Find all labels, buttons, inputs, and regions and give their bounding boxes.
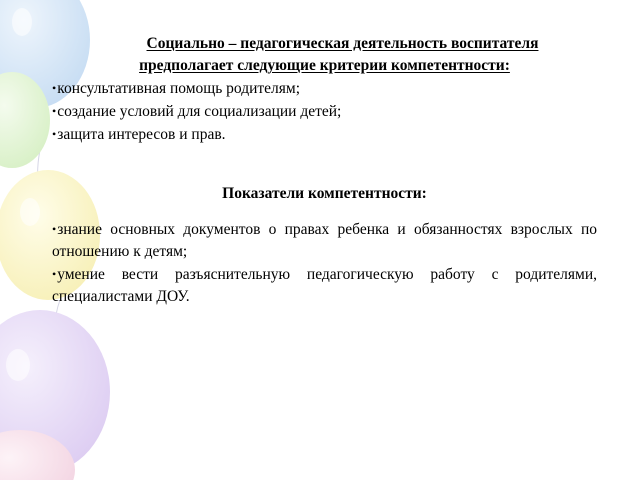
slide-content bbox=[52, 33, 597, 308]
bullet-icon: • bbox=[52, 267, 57, 281]
heading-line-2: предполагает следующие критерии компетентности: bbox=[139, 57, 510, 74]
list-item: •умение вести разъяснительную педагогическую работу с родителями, специалистами ДОУ. bbox=[52, 266, 597, 305]
criteria-list bbox=[52, 77, 597, 146]
list-item: •создание условий для социализации детей; bbox=[52, 103, 342, 120]
bullet-icon: • bbox=[52, 104, 57, 118]
bullet-icon: • bbox=[52, 222, 57, 236]
list-item: •знание основных документов о правах ребенка и обязанностях взрослых по отношению к детям; bbox=[52, 221, 597, 260]
indicators-list bbox=[52, 218, 597, 308]
heading-line-1: Социально – педагогическая деятельность воспитателя bbox=[146, 35, 539, 52]
slide-heading bbox=[52, 33, 597, 77]
indicators-heading: Показатели компетентности: bbox=[222, 185, 427, 202]
list-item: •консультативная помощь родителям; bbox=[52, 80, 301, 97]
bullet-icon: • bbox=[52, 81, 57, 95]
list-item: •защита интересов и прав. bbox=[52, 126, 226, 143]
bullet-icon: • bbox=[52, 127, 57, 141]
